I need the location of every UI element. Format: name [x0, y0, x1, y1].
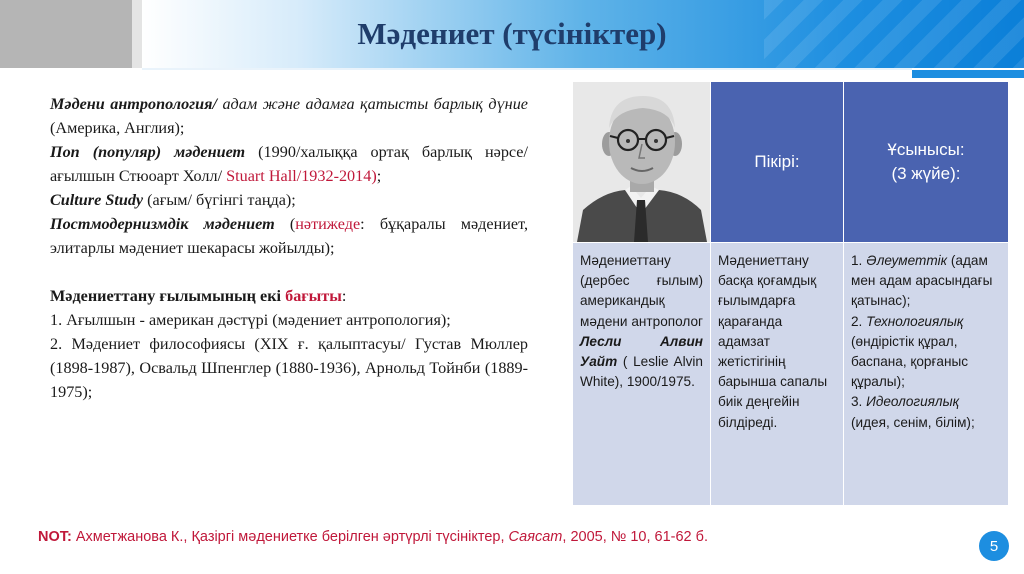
slide-title: Мәдениет (түсініктер): [357, 16, 667, 51]
page-number-badge: 5: [979, 531, 1009, 561]
system-item-ideological: [851, 392, 1001, 432]
item-number: 3.: [851, 394, 867, 410]
directions-word: бағыты: [285, 287, 342, 305]
direction-item-1: 1. Ағылшын - американ дәстүрі (мәдениет антропология);: [50, 311, 451, 329]
portrait-image: [573, 82, 710, 242]
author-intro-text: Мәдениеттану (дербес ғылым) американдық мәдени антрополог: [580, 253, 703, 329]
item-number: 1.: [851, 253, 867, 268]
result-word: нәтижеде: [295, 215, 361, 233]
postmodernism-text: : бұқаралы мәдениет, элитарлы мәдениет шекарасы жойылды);: [50, 215, 528, 257]
left-text-block: [50, 92, 528, 404]
footnote-text: Ахметжанова К., Қазіргі мәдениетке берілген әртүрлі түсініктер,: [71, 529, 509, 545]
system-item-social: [851, 251, 1001, 312]
author-details-text: ( Leslie Alvin White), 1900/1975.: [580, 354, 703, 390]
author-name: Лесли Алвин Уайт: [580, 333, 703, 370]
culture-study-text: (ағым/ бүгінгі таңда);: [143, 191, 296, 209]
paragraph-postmodernism: [50, 212, 528, 260]
punctuation: :: [341, 287, 347, 305]
term-pop-culture: Поп (популяр) мәдениет: [50, 143, 246, 161]
table-cell-systems: [844, 243, 1008, 505]
system-name-ideological: Идеологиялық: [866, 394, 960, 410]
directions-heading: Мәдениеттану ғылымының екі: [50, 287, 286, 305]
paragraph-pop-culture: [50, 140, 528, 188]
paragraph-two-directions: [50, 284, 528, 308]
stuart-hall-text: Stuart Hall/1932-2014): [226, 167, 377, 185]
pop-culture-text: (1990/халыққа ортақ барлық нәрсе/ағылшын Стюоарт Холл/: [50, 143, 528, 185]
system-name-technological: Технологиялық: [866, 313, 964, 329]
paragraph-culture-study: [50, 188, 528, 212]
spacer: [50, 260, 528, 284]
proposal-heading-line2: (3 жүйе):: [891, 164, 961, 183]
table-cell-author: [573, 243, 710, 505]
system-desc-ideological: (идея, сенім, білім);: [851, 414, 975, 430]
portrait-photo: [573, 82, 710, 242]
system-item-technological: [851, 312, 1001, 393]
definition-text: адам және адамға қатысты барлық дүние: [217, 95, 528, 113]
direction-item-2: 2. Мәдениет философиясы (XIX ғ. қалыптасуы/ Густав Мюллер (1898-1987), Освальд Шпенглер (1880-1936), Арнольд Тойнби (1889-1975);: [50, 335, 528, 401]
regions-text: (Америка, Англия);: [50, 119, 185, 137]
footnote: [38, 529, 938, 545]
paragraph-cultural-anthropology: [50, 92, 528, 140]
table-header-opinion: Пікірі:: [711, 82, 843, 242]
header-underline: [142, 68, 912, 70]
item-number: 2.: [851, 313, 867, 329]
footnote-journal: Саясат: [508, 529, 563, 545]
table-header-proposal: [844, 82, 1008, 242]
punctuation: (: [274, 215, 296, 233]
term-postmodernism: Постмодернизмдік мәдениет: [50, 215, 275, 233]
header-accent-bar: [912, 70, 1024, 78]
system-desc-technological: (өндірістік құрал, баспана, қорғаныс құралы);: [851, 333, 969, 390]
footnote-citation: , 2005, № 10, 61-62 б.: [562, 529, 708, 545]
proposal-heading-line1: Ұсынысы:: [887, 140, 965, 159]
term-culture-study: Culture Study: [50, 191, 144, 209]
concept-table: [573, 82, 1008, 505]
term-cultural-anthropology: Мәдени антропология/: [50, 95, 217, 113]
footnote-label: NOT:: [38, 529, 72, 545]
table-cell-opinion: Мәдениеттану басқа қоғамдық ғылымдарға қарағанда адамзат жетістігінің барынша сапалы биік деңгейін білдіреді.: [711, 243, 843, 505]
system-desc-social: (адам мен адам арасындағы қатынас);: [851, 253, 993, 309]
punctuation: ;: [376, 167, 382, 185]
system-name-social: Әлеуметтік: [866, 253, 948, 268]
